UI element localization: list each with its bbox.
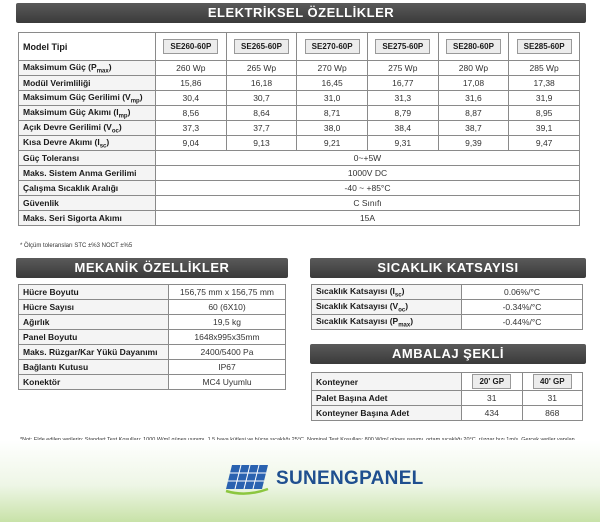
- label-text: Maks. Rüzgar/Kar Yükü Dayanımı: [23, 347, 158, 357]
- label-text: Bağlantı Kutusu: [23, 362, 89, 372]
- cell-value: 275 Wp: [367, 61, 438, 76]
- cell-value: -0.44%/°C: [462, 315, 583, 330]
- cell-value: 37,7: [226, 121, 297, 136]
- label-text: Açık Devre Gerilimi (V: [23, 121, 112, 132]
- label-text: Maks. Sistem Anma Gerilimi: [23, 168, 137, 178]
- table-row: [312, 391, 583, 406]
- cell-value: 17,38: [509, 76, 580, 91]
- brand-logo: [224, 463, 424, 495]
- cell-value: 31: [522, 391, 583, 406]
- cell-value: 260 Wp: [156, 61, 227, 76]
- table-row: [19, 91, 580, 106]
- row-label: [19, 300, 169, 315]
- cell-value: 9,47: [509, 136, 580, 151]
- table-row: [19, 61, 580, 76]
- label-close: ): [127, 106, 131, 117]
- cell-value: 37,3: [156, 121, 227, 136]
- cell-value: 60 (6X10): [169, 300, 286, 315]
- cell-value: 30,4: [156, 91, 227, 106]
- table-row: [312, 285, 583, 300]
- table-row: [19, 121, 580, 136]
- label-text: Maksimum Güç Gerilimi (V: [23, 91, 131, 102]
- label-subscript: oc: [111, 128, 119, 135]
- cell-value: 434: [462, 406, 523, 421]
- table-row: [19, 315, 286, 330]
- label-subscript: sc: [99, 143, 107, 150]
- label-text: Sıcaklık Katsayısı (P: [316, 315, 399, 326]
- label-text: Konteyner Başına Adet: [316, 408, 410, 418]
- merged-value: C Sınıfı: [156, 196, 580, 211]
- table-row: [19, 106, 580, 121]
- label-subscript: sc: [394, 292, 402, 299]
- cell-value: 31,0: [297, 91, 368, 106]
- cell-value: 868: [522, 406, 583, 421]
- table-row: [19, 330, 286, 345]
- cell-value: 16,45: [297, 76, 368, 91]
- label-text: Palet Başına Adet: [316, 393, 388, 403]
- label-close: ): [106, 136, 110, 147]
- label-close: ): [405, 300, 409, 311]
- brand-name: SUNENGPANEL: [276, 468, 424, 489]
- container-header: Konteyner: [312, 373, 462, 391]
- table-row: [312, 406, 583, 421]
- container-size-header: [462, 373, 523, 391]
- cell-value: 30,7: [226, 91, 297, 106]
- cell-value: 8,95: [509, 106, 580, 121]
- cell-value: 9,31: [367, 136, 438, 151]
- cell-value: 9,13: [226, 136, 297, 151]
- row-label: [19, 315, 169, 330]
- table-row: [19, 300, 286, 315]
- model-name: SE285-60P: [517, 39, 572, 54]
- cell-value: 19,5 kg: [169, 315, 286, 330]
- label-text: Çalışma Sıcaklık Aralığı: [23, 183, 119, 193]
- cell-value: 15,86: [156, 76, 227, 91]
- cell-value: 8,64: [226, 106, 297, 121]
- table-row: [19, 136, 580, 151]
- cell-value: 9,21: [297, 136, 368, 151]
- cell-value: 270 Wp: [297, 61, 368, 76]
- label-subscript: max: [96, 68, 109, 75]
- solar-panel-icon: [224, 463, 270, 495]
- label-close: ): [118, 121, 122, 132]
- row-label: [19, 166, 156, 181]
- label-close: ): [139, 91, 143, 102]
- electrical-table: [18, 32, 580, 226]
- cell-value: 2400/5400 Pa: [169, 345, 286, 360]
- cell-value: 38,7: [438, 121, 509, 136]
- label-subscript: mp: [130, 98, 140, 105]
- model-name: SE260-60P: [163, 39, 218, 54]
- model-name: SE280-60P: [446, 39, 501, 54]
- cell-value: 9,04: [156, 136, 227, 151]
- label-text: Hücre Sayısı: [23, 302, 75, 312]
- model-name: SE275-60P: [375, 39, 430, 54]
- row-label: [19, 360, 169, 375]
- cell-value: 8,71: [297, 106, 368, 121]
- label-subscript: mp: [118, 113, 128, 120]
- table-row: [312, 315, 583, 330]
- row-label: [19, 181, 156, 196]
- table-row: [19, 166, 580, 181]
- label-close: ): [401, 285, 405, 296]
- cell-value: 1648x995x35mm: [169, 330, 286, 345]
- model-header: [297, 33, 368, 61]
- label-close: ): [410, 315, 414, 326]
- cell-value: 8,56: [156, 106, 227, 121]
- model-type-header: Model Tipi: [19, 33, 156, 61]
- label-text: Maksimum Güç Akımı (I: [23, 106, 119, 117]
- temperature-table: [311, 284, 583, 330]
- row-label: [19, 375, 169, 390]
- row-label: [312, 406, 462, 421]
- cell-value: 9,39: [438, 136, 509, 151]
- cell-value: IP67: [169, 360, 286, 375]
- label-text: Sıcaklık Katsayısı (I: [316, 285, 395, 296]
- cell-value: 285 Wp: [509, 61, 580, 76]
- tolerance-note: * Ölçüm toleransları STC ±%3 NOCT ±%5: [20, 243, 133, 249]
- cell-value: 8,87: [438, 106, 509, 121]
- label-text: Güvenlik: [23, 198, 59, 208]
- electrical-title: ELEKTRİKSEL ÖZELLİKLER: [16, 3, 586, 23]
- packaging-title: AMBALAJ ŞEKLİ: [310, 344, 586, 364]
- row-label: [19, 330, 169, 345]
- table-row: [19, 375, 286, 390]
- cell-value: -0.34%/°C: [462, 300, 583, 315]
- cell-value: 17,08: [438, 76, 509, 91]
- cell-value: 156,75 mm x 156,75 mm: [169, 285, 286, 300]
- cell-value: 8,79: [367, 106, 438, 121]
- label-text: Kısa Devre Akımı (I: [23, 136, 100, 147]
- row-label: [19, 106, 156, 121]
- merged-value: 15A: [156, 211, 580, 226]
- mechanical-title: MEKANİK ÖZELLİKLER: [16, 258, 288, 278]
- cell-value: 38,0: [297, 121, 368, 136]
- row-label: [19, 91, 156, 106]
- cell-value: 39,1: [509, 121, 580, 136]
- row-label: [19, 151, 156, 166]
- model-name: SE265-60P: [234, 39, 289, 54]
- label-text: Panel Boyutu: [23, 332, 78, 342]
- table-row: [19, 76, 580, 91]
- label-subscript: oc: [398, 307, 406, 314]
- row-label: [312, 315, 462, 330]
- cell-value: 31,3: [367, 91, 438, 106]
- label-text: Sıcaklık Katsayısı (V: [316, 300, 399, 311]
- table-row: [19, 151, 580, 166]
- cell-value: 0.06%/°C: [462, 285, 583, 300]
- row-label: [312, 285, 462, 300]
- row-label: [19, 211, 156, 226]
- model-header: [438, 33, 509, 61]
- model-header: [226, 33, 297, 61]
- row-label: [19, 136, 156, 151]
- row-label: [19, 196, 156, 211]
- label-text: Güç Toleransı: [23, 153, 80, 163]
- row-label: [19, 345, 169, 360]
- row-label: [19, 285, 169, 300]
- table-row: [19, 211, 580, 226]
- mechanical-table: [18, 284, 286, 390]
- label-text: Hücre Boyutu: [23, 287, 79, 297]
- cell-value: MC4 Uyumlu: [169, 375, 286, 390]
- label-text: Maksimum Güç (P: [23, 61, 97, 72]
- label-close: ): [108, 61, 112, 72]
- model-header: [367, 33, 438, 61]
- cell-value: 16,77: [367, 76, 438, 91]
- label-text: Modül Verimliliği: [23, 78, 91, 88]
- container-size: 20' GP: [472, 374, 511, 389]
- table-row: [312, 300, 583, 315]
- table-row: [19, 360, 286, 375]
- label-text: Ağırlık: [23, 317, 50, 327]
- table-row: [19, 285, 286, 300]
- row-label: [19, 76, 156, 91]
- row-label: [19, 61, 156, 76]
- cell-value: 31: [462, 391, 523, 406]
- table-row: [19, 196, 580, 211]
- row-label: [19, 121, 156, 136]
- cell-value: 265 Wp: [226, 61, 297, 76]
- temperature-title: SICAKLIK KATSAYISI: [310, 258, 586, 278]
- cell-value: 31,9: [509, 91, 580, 106]
- cell-value: 31,6: [438, 91, 509, 106]
- packaging-table: [311, 372, 583, 421]
- model-header: [156, 33, 227, 61]
- cell-value: 38,4: [367, 121, 438, 136]
- table-row: [19, 345, 286, 360]
- label-subscript: max: [398, 322, 411, 329]
- cell-value: 16,18: [226, 76, 297, 91]
- table-header-row: [312, 373, 583, 391]
- container-size: 40' GP: [533, 374, 572, 389]
- label-text: Konektör: [23, 377, 61, 387]
- merged-value: 0~+5W: [156, 151, 580, 166]
- cell-value: 280 Wp: [438, 61, 509, 76]
- model-name: SE270-60P: [305, 39, 360, 54]
- table-row: [19, 181, 580, 196]
- label-text: Maks. Seri Sigorta Akımı: [23, 213, 122, 223]
- merged-value: -40 ~ +85°C: [156, 181, 580, 196]
- model-header: [509, 33, 580, 61]
- container-size-header: [522, 373, 583, 391]
- row-label: [312, 300, 462, 315]
- merged-value: 1000V DC: [156, 166, 580, 181]
- row-label: [312, 391, 462, 406]
